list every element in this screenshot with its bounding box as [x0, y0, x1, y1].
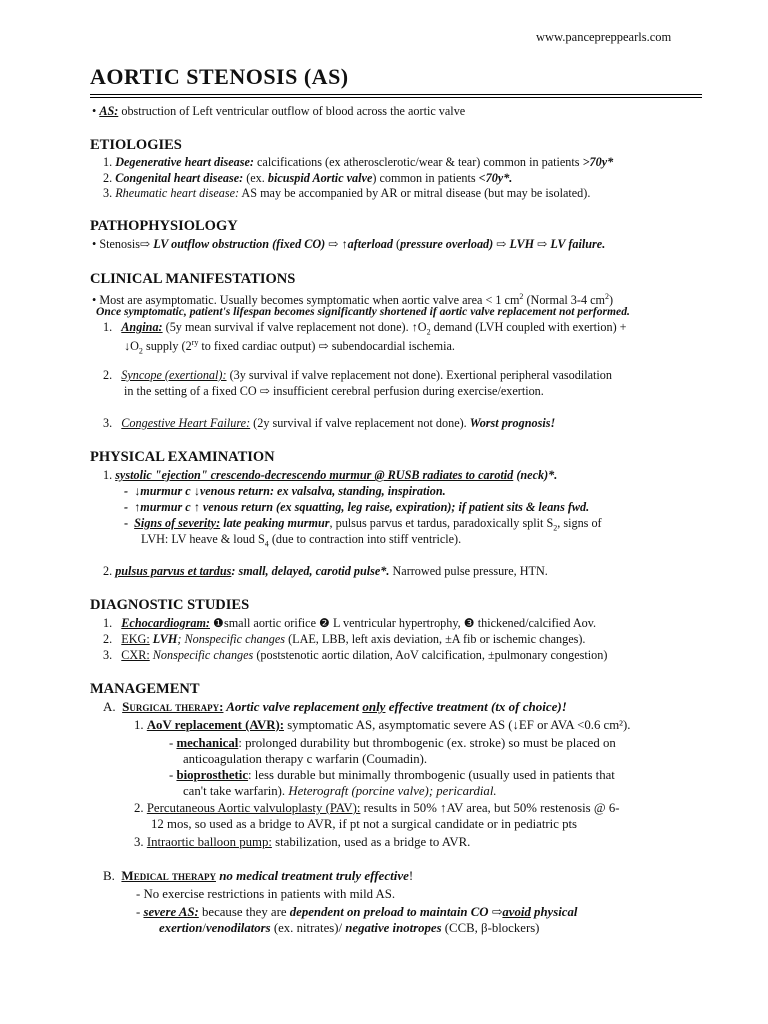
angina-text: (5y mean survival if valve replacement not done). ↑O: [162, 320, 427, 334]
list-number: 3.: [134, 835, 144, 849]
exam-detail-text: ↑murmur c ↑ venous return (ex squatting, leg raise, expiration); if patient sits & leans fwd.: [134, 500, 590, 514]
title-rule: [90, 94, 702, 95]
angina-text: demand (LVH coupled with exertion) +: [430, 320, 627, 334]
bioprosthetic-types: Heterograft (porcine valve); pericardial.: [288, 784, 497, 798]
chf-term: Congestive Heart Failure:: [121, 416, 251, 430]
cxr-text: (poststenotic aortic dilation, AoV calcification, ±pulmonary congestion): [253, 648, 608, 662]
list-number: 1.: [134, 718, 144, 732]
exam-item-2: [103, 564, 548, 578]
site-url[interactable]: www.pancepreppearls.com: [536, 30, 672, 44]
medical-text: ⇨: [488, 905, 503, 919]
pathophysiology-heading: PATHOPHYSIOLOGY: [90, 218, 238, 234]
mgmt-bioprosthetic: [169, 768, 615, 782]
bullet: •: [92, 104, 97, 118]
angina-line-2: [124, 336, 455, 359]
surgical-emph: only: [362, 699, 386, 714]
ekg-text: (LAE, LBB, left axis deviation, ±A fib or ischemic changes).: [285, 632, 586, 646]
etiology-term: Degenerative heart disease:: [115, 155, 254, 169]
list-letter: B.: [103, 868, 115, 883]
medical-emph: dependent on preload to maintain CO: [289, 905, 489, 919]
patho-emph: ⇨ LVH ⇨ LV failure.: [493, 237, 606, 251]
syncope-line-2: in the setting of a fixed CO ⇨ insufficient cerebral perfusion during exercise/exertion.: [124, 384, 544, 398]
surgical-emph: effective treatment (tx of choice)!: [385, 699, 567, 714]
etiology-item-1: [103, 155, 613, 169]
diagnostic-heading: DIAGNOSTIC STUDIES: [90, 597, 250, 613]
etiology-text: (ex.: [243, 171, 268, 185]
chf-line: [103, 416, 555, 430]
exam-term: radiates to carotid: [422, 468, 514, 482]
chf-text: (2y survival if valve replacement not done).: [250, 416, 470, 430]
subscript: 2: [553, 523, 558, 533]
list-number: 3.: [103, 186, 113, 200]
etiology-age: <70y*.: [478, 171, 513, 185]
syncope-term: Syncope (exertional):: [121, 368, 227, 382]
superscript: 2: [519, 292, 524, 301]
mgmt-pav: [134, 801, 619, 815]
dash: -: [124, 500, 129, 514]
exam-item-1: [103, 468, 557, 482]
mgmt-medical-2b: [159, 921, 539, 935]
list-number: 1.: [103, 320, 113, 334]
medical-emph: venodilators: [205, 921, 271, 935]
dash: -: [124, 516, 129, 530]
pav-term: Percutaneous Aortic valvuloplasty (PAV):: [146, 801, 361, 815]
list-number: 1.: [103, 155, 113, 169]
list-number: 2.: [103, 171, 113, 185]
etiology-emph: bicuspid Aortic valve: [267, 171, 373, 185]
severity-term: Signs of severity:: [134, 516, 221, 530]
severe-as-term: severe AS:: [143, 905, 199, 919]
medical-text: because they are: [198, 905, 290, 919]
etiology-term: Congenital heart disease:: [115, 171, 244, 185]
medical-emph: physical: [530, 905, 578, 919]
mechanical-term: mechanical: [176, 736, 239, 750]
management-heading: MANAGEMENT: [90, 681, 200, 697]
mgmt-bioprosthetic-2: [183, 784, 497, 798]
dash: -: [169, 736, 174, 750]
dash: -: [124, 484, 129, 498]
severity-text: , pulsus parvus et tardus, paradoxically split S: [329, 516, 554, 530]
ekg-term: EKG:: [121, 632, 150, 646]
clinical-text: • Most are asymptomatic. Usually becomes symptomatic when aortic valve area < 1 cm: [92, 293, 520, 308]
bioprosthetic-text: can't take warfarin).: [183, 784, 289, 798]
intro-term: AS:: [99, 104, 119, 118]
etiology-text: calcifications (ex atherosclerotic/wear & tear) common in patients: [253, 155, 583, 169]
list-number: 2.: [103, 564, 113, 578]
exam-heading: PHYSICAL EXAMINATION: [90, 449, 275, 465]
dash: -: [136, 905, 141, 919]
mgmt-mechanical: [169, 736, 616, 750]
avr-text: symptomatic AS, asymptomatic severe AS (↓EF or AVA <0.6 cm²).: [284, 718, 631, 732]
title-rule-thin: [90, 97, 702, 98]
angina-text: ↓O: [124, 339, 139, 354]
medical-term: Medical therapy: [121, 868, 216, 883]
medical-emph: no medical treatment truly effective: [219, 868, 409, 883]
list-letter: A.: [103, 699, 116, 714]
mechanical-text: : prolonged durability but thrombogenic (ex. stroke) so must be placed on: [238, 736, 616, 750]
patho-line: [92, 237, 605, 251]
patho-emph: LV outflow obstruction (fixed CO): [153, 237, 326, 251]
iabp-term: Intraortic balloon pump:: [146, 835, 272, 849]
severity-text: LVH: LV heave & loud S: [141, 532, 265, 546]
mgmt-surgical: [103, 700, 567, 714]
mgmt-medical: [103, 869, 413, 883]
diag-ekg: [103, 632, 585, 646]
angina-text: supply (2: [142, 339, 192, 354]
patho-emph: pressure overload): [400, 237, 494, 251]
syncope-line: [103, 368, 612, 382]
dash: -: [136, 887, 141, 901]
ekg-text: ; Nonspecific changes: [177, 632, 286, 646]
bioprosthetic-term: bioprosthetic: [176, 768, 249, 782]
etiology-text: ) common in patients: [372, 171, 479, 185]
exam-term: systolic "ejection" crescendo-decrescendo murmur @ RUSB: [115, 468, 423, 482]
exam-detail-1: [124, 484, 446, 498]
avoid-emph: avoid: [502, 905, 531, 919]
page-title: AORTIC STENOSIS (AS): [90, 64, 349, 89]
etiology-item-3: [103, 186, 590, 200]
mgmt-iabp: [134, 835, 470, 849]
superscript: ry: [191, 338, 199, 347]
mgmt-medical-1: [136, 887, 395, 901]
clinical-text: (Normal 3-4 cm: [523, 293, 605, 308]
mgmt-avr: [134, 718, 630, 732]
angina-text: to fixed cardiac output) ⇨ subendocardial ischemia.: [198, 339, 455, 354]
clinical-text: ): [609, 293, 614, 308]
diag-echo: [103, 616, 596, 630]
exam-detail-3b: [141, 532, 461, 551]
pulsus-term: pulsus parvus et tardus: [115, 564, 232, 578]
list-number: 1.: [103, 616, 113, 630]
mgmt-mechanical-2: anticoagulation therapy c warfarin (Coumadin).: [183, 752, 428, 766]
etiology-item-2: [103, 171, 512, 185]
pulsus-emph: : small, delayed, carotid pulse*.: [231, 564, 390, 578]
medical-text: /: [202, 921, 206, 935]
exam-text: (neck)*.: [513, 468, 558, 482]
patho-emph: afterload: [347, 237, 393, 251]
mgmt-medical-2: [136, 905, 577, 919]
etiology-term: Rheumatic heart disease:: [115, 186, 240, 200]
dash: -: [169, 768, 174, 782]
mgmt-pav-2: 12 mos, so used as a bridge to AVR, if pt not a surgical candidate or in pediatric pts: [151, 817, 578, 831]
patho-text: • Stenosis⇨: [92, 237, 154, 251]
ekg-emph: LVH: [149, 632, 178, 646]
clinical-heading: CLINICAL MANIFESTATIONS: [90, 271, 296, 287]
list-number: 1.: [103, 468, 113, 482]
patho-text: ⇨ ↑: [325, 237, 348, 251]
avr-term: AoV replacement (AVR):: [146, 718, 284, 732]
cxr-emph: Nonspecific changes: [149, 648, 254, 662]
severity-text: (due to contraction into stiff ventricle).: [268, 532, 462, 546]
intro-text: obstruction of Left ventricular outflow of blood across the aortic valve: [118, 104, 466, 118]
bioprosthetic-text: : less durable but minimally thrombogenic (usually used in patients that: [248, 768, 615, 782]
severity-text: , signs of: [557, 516, 602, 530]
superscript: 2: [605, 292, 609, 301]
medical-emph: negative inotropes: [345, 921, 442, 935]
subscript: 2: [426, 327, 431, 337]
diag-cxr: [103, 648, 607, 662]
angina-term: Angina:: [121, 320, 163, 334]
severity-emph: late peaking murmur: [220, 516, 330, 530]
iabp-text: stabilization, used as a bridge to AVR.: [271, 835, 471, 849]
list-number: 2.: [134, 801, 144, 815]
surgical-term: Surgical therapy:: [122, 699, 224, 714]
patho-text: (: [392, 237, 401, 251]
exam-detail-text: ↓murmur c ↓venous return: ex valsalva, standing, inspiration.: [134, 484, 446, 498]
medical-text: !: [408, 868, 414, 883]
syncope-text: (3y survival if valve replacement not done). Exertional peripheral vasodilation: [226, 368, 612, 382]
pulsus-text: Narrowed pulse pressure, HTN.: [389, 564, 548, 578]
surgical-emph: Aortic valve replacement: [223, 699, 363, 714]
medical-text: No exercise restrictions in patients with mild AS.: [143, 887, 396, 901]
echo-term: Echocardiogram:: [121, 616, 210, 630]
subscript: 4: [264, 539, 269, 549]
exam-detail-2: [124, 500, 589, 514]
intro-line: [92, 104, 465, 118]
cxr-term: CXR:: [121, 648, 150, 662]
subscript: 2: [138, 346, 143, 356]
etiology-age: >70y*: [582, 155, 614, 169]
list-number: 2.: [103, 632, 113, 646]
medical-emph: exertion: [159, 921, 203, 935]
list-number: 3.: [103, 648, 113, 662]
list-number: 2.: [103, 368, 113, 382]
medical-text: (ex. nitrates)/: [270, 921, 346, 935]
medical-text: (CCB, β-blockers): [441, 921, 540, 935]
pav-text: results in 50% ↑AV area, but 50% restenosis @ 6-: [360, 801, 620, 815]
echo-text: ❶small aortic orifice ❷ L ventricular hypertrophy, ❸ thickened/calcified Aov.: [209, 616, 597, 630]
etiology-text: AS may be accompanied by AR or mitral disease (but may be isolated).: [239, 186, 591, 200]
chf-emph: Worst prognosis!: [469, 416, 556, 430]
clinical-line-2: Once symptomatic, patient's lifespan becomes significantly shortened if aortic valve replacement not performed.: [96, 305, 630, 318]
etiologies-heading: ETIOLOGIES: [90, 137, 182, 153]
list-number: 3.: [103, 416, 113, 430]
